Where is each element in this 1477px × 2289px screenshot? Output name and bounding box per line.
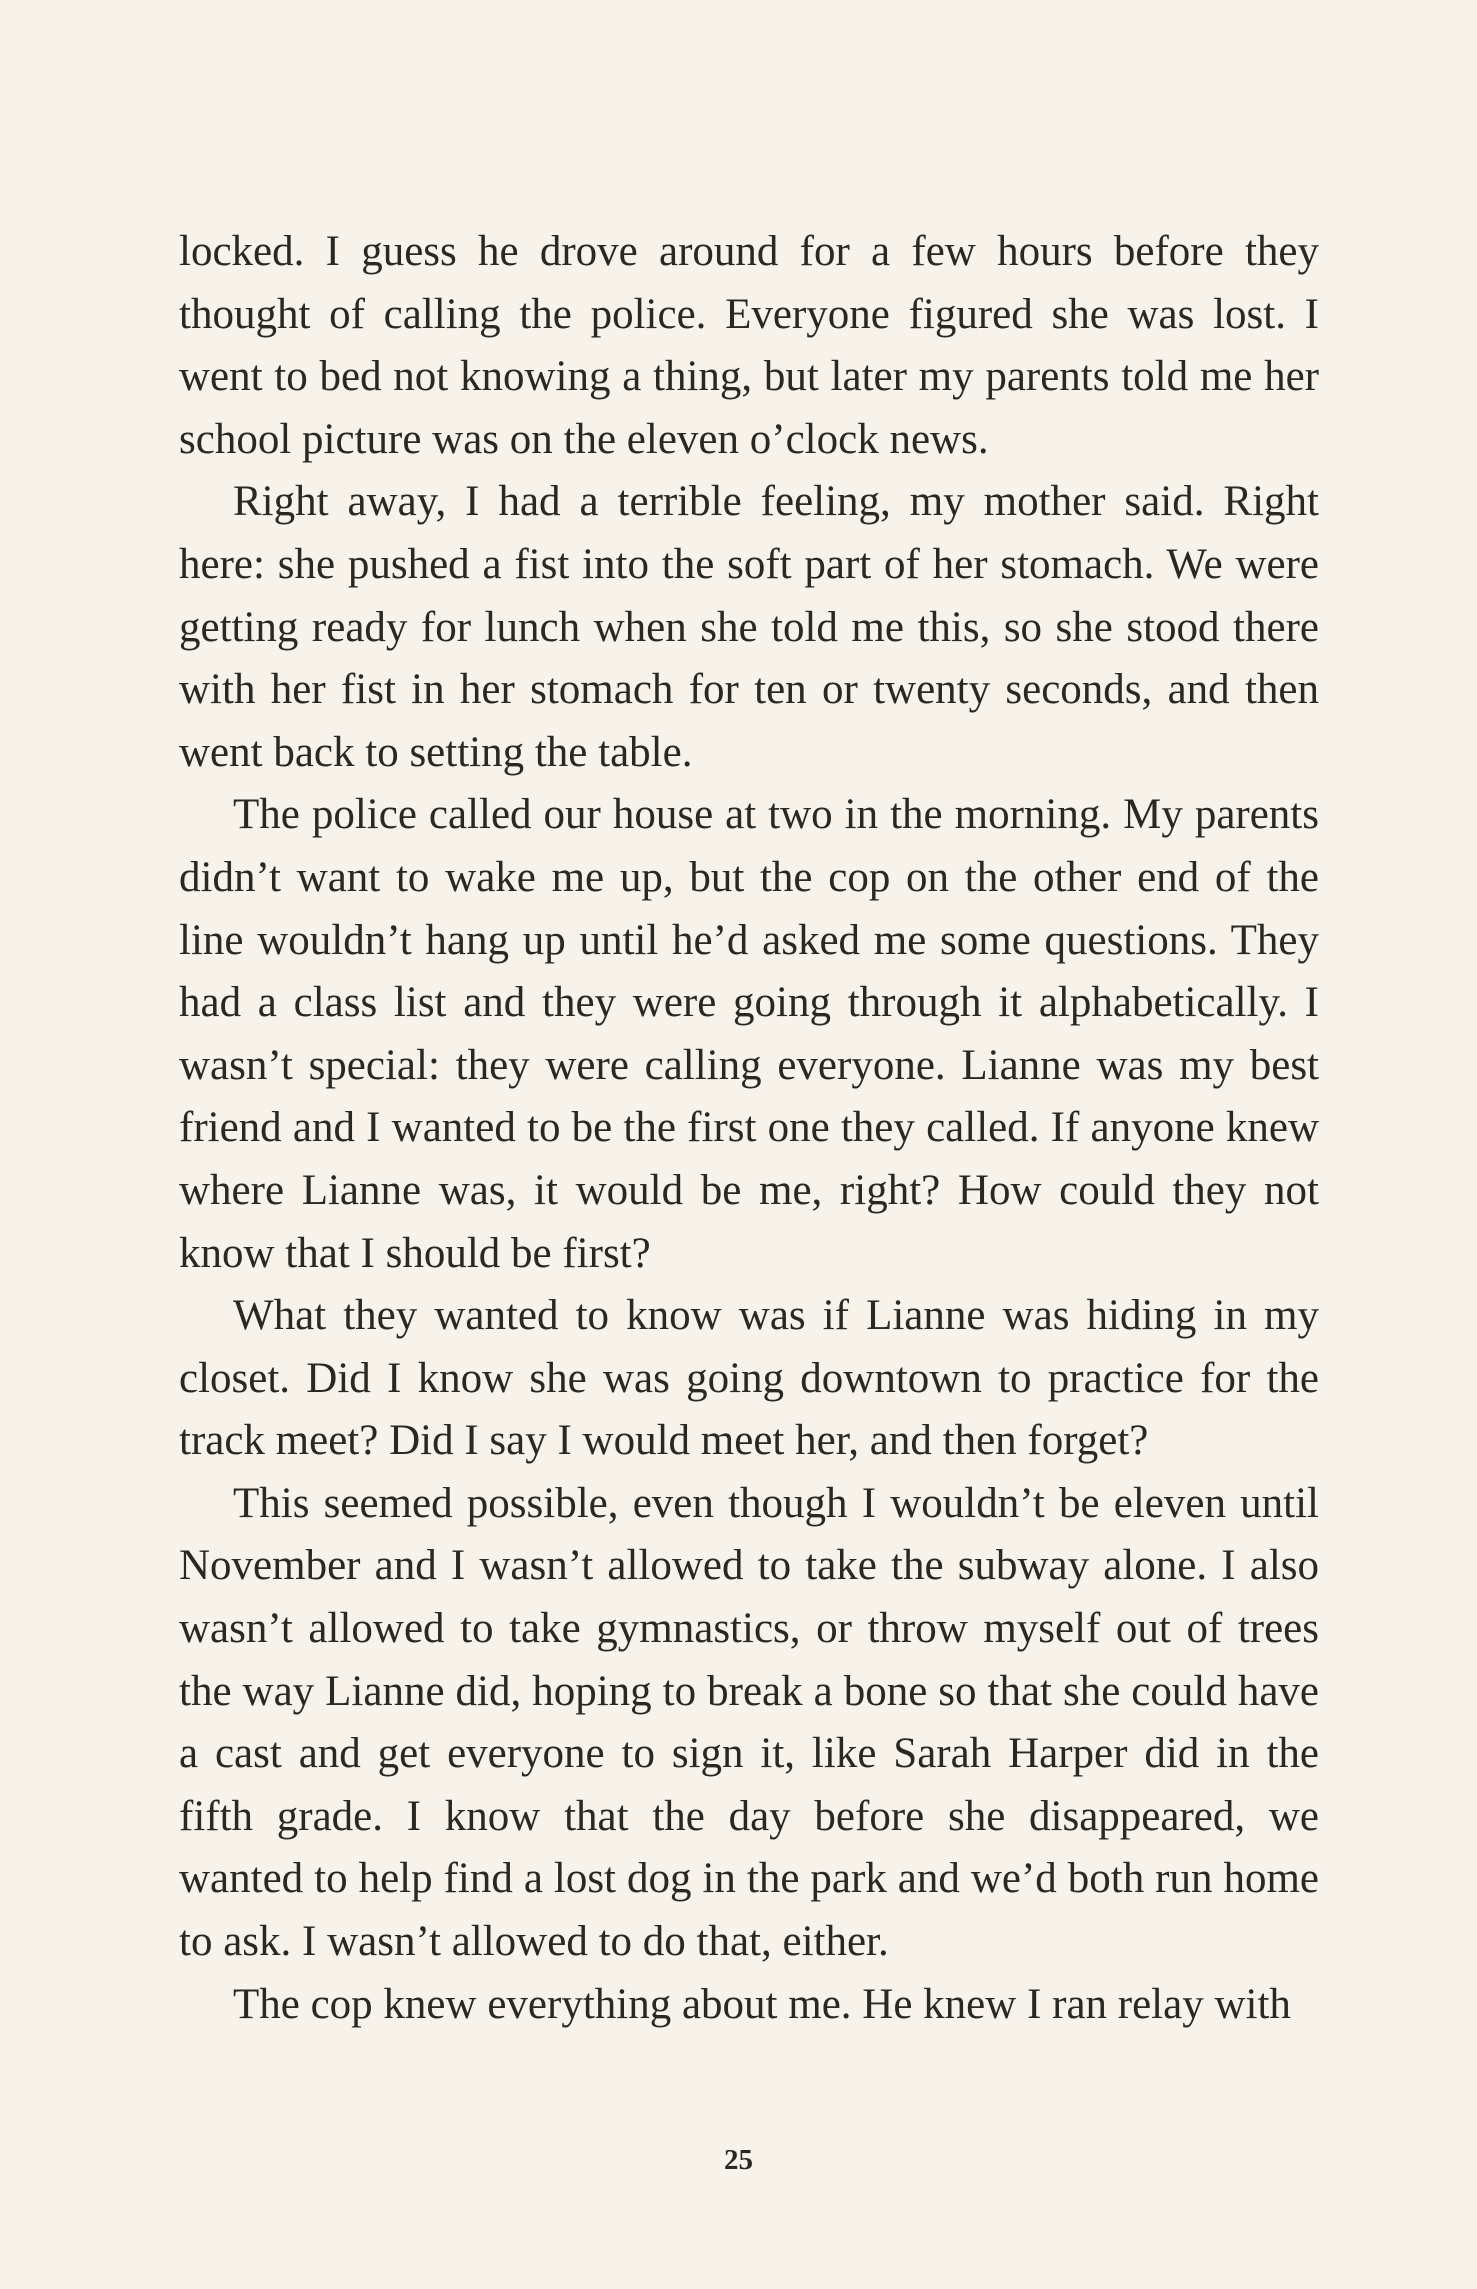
page-number: 25: [724, 2144, 753, 2176]
paragraph-3: The police called our house at two in the morning. My parents didn’t want to wake me up, but the cop on the other end of the line wouldn’t hang up until he’d asked me some questions. They had a class list and they were going through it alphabetically. I wasn’t special: they were calling everyone. Lianne was my best friend and I wanted to be the first one they called. If anyone knew where Lianne was, it would be me, right? How could they not know that I should be first?: [179, 791, 1319, 1277]
paragraph-4: What they wanted to know was if Lianne was hiding in my closet. Did I know she was going downtown to practice for the track meet? Did I say I would meet her, and then forget?: [179, 1292, 1319, 1465]
paragraph-2: Right away, I had a terrible feeling, my mother said. Right here: she pushed a fist into the soft part of her stomach. We were getting ready for lunch when she told me this, so she stood there with her fist in her stomach for ten or twenty seconds, and then went back to setting the table.: [179, 478, 1319, 776]
paragraph-6: The cop knew everything about me. He knew I ran relay with: [233, 1980, 1291, 2028]
body-text: [179, 221, 1319, 2036]
paragraph-5: This seemed possible, even though I wouldn’t be eleven until November and I wasn’t allowed to take the subway alone. I also wasn’t allowed to take gymnastics, or throw myself out of trees the way Lianne did, hoping to break a bone so that she could have a cast and get everyone to sign it, like Sarah Harper did in the fifth grade. I know that the day before she disappeared, we wanted to help find a lost dog in the park and we’d both run home to ask. I wasn’t allowed to do that, either.: [179, 1479, 1319, 1966]
paragraph-1: locked. I guess he drove around for a few hours before they thought of calling the police. Everyone figured she was lost. I went to bed not knowing a thing, but later my parents told me her school picture was on the eleven o’clock news.: [179, 228, 1319, 463]
